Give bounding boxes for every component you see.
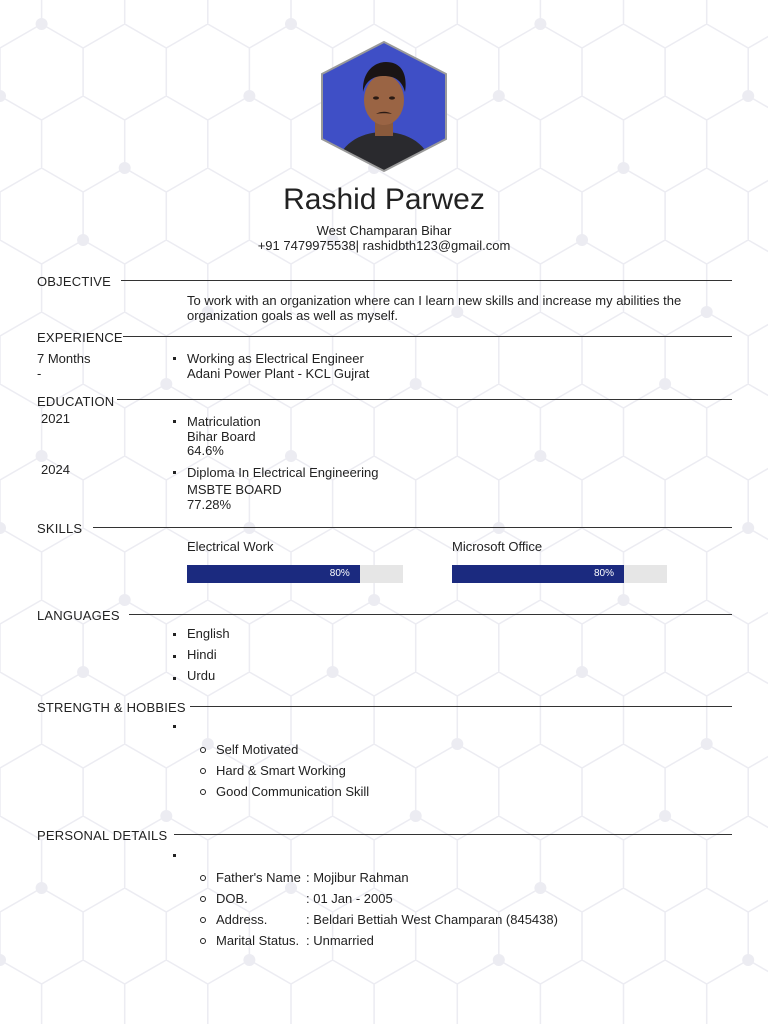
candidate-name: Rashid Parwez <box>283 183 485 216</box>
bullet <box>173 677 176 680</box>
hexagon-node-dot <box>659 378 671 390</box>
objective-heading: OBJECTIVE <box>37 274 112 289</box>
skill-percent-label: 80% <box>593 568 614 579</box>
hexagon-node-dot <box>493 522 505 534</box>
hexagon-node-dot <box>119 162 131 174</box>
hexagon-node-dot <box>0 90 6 102</box>
hexagon-node-dot <box>742 90 754 102</box>
hexagon-node-dot <box>742 954 754 966</box>
hexagon-node-dot <box>0 954 6 966</box>
hexagon-node-dot <box>493 90 505 102</box>
objective-line-2: organization goals as well as myself. <box>187 308 398 323</box>
language-item: Urdu <box>187 668 216 683</box>
education-degree: Matriculation <box>187 414 261 429</box>
hexagon-node-dot <box>368 594 380 606</box>
skills-divider <box>93 527 732 528</box>
circle-bullet <box>200 789 206 795</box>
experience-role: Working as Electrical Engineer <box>187 351 364 366</box>
hexagon-node-dot <box>618 162 630 174</box>
hexagon-node-dot <box>36 882 48 894</box>
personal-label: Father's Name <box>216 870 301 885</box>
education-year: 2024 <box>41 462 70 477</box>
hexagon-node-dot <box>493 954 505 966</box>
personal-heading: PERSONAL DETAILS <box>37 828 168 843</box>
strengths-divider <box>190 706 732 707</box>
hexagon-node-dot <box>410 378 422 390</box>
personal-divider <box>174 834 732 835</box>
education-divider <box>117 399 732 400</box>
hexagon-node-dot <box>410 810 422 822</box>
strengths-heading: STRENGTH & HOBBIES <box>37 700 186 715</box>
education-score: 64.6% <box>187 443 224 458</box>
education-board: Bihar Board <box>187 429 256 444</box>
hexagon-node-dot <box>119 594 131 606</box>
hexagon-node-dot <box>701 738 713 750</box>
hexagon-node-dot <box>742 522 754 534</box>
hexagon-node-dot <box>160 378 172 390</box>
hexagon-node-dot <box>327 666 339 678</box>
education-year: 2021 <box>41 411 70 426</box>
hexagon-node-dot <box>701 306 713 318</box>
skills-heading: SKILLS <box>37 521 83 536</box>
hexagon-node-dot <box>243 954 255 966</box>
personal-label: Address. <box>216 912 268 927</box>
experience-duration-dash: - <box>37 366 42 381</box>
personal-value: : Beldari Bettiah West Champaran (845438) <box>306 912 558 927</box>
personal-value: : Mojibur Rahman <box>306 870 409 885</box>
hexagon-node-dot <box>534 450 546 462</box>
bullet <box>173 854 176 857</box>
hexagon-node-dot <box>285 450 297 462</box>
hexagon-node-dot <box>160 810 172 822</box>
circle-bullet <box>200 747 206 753</box>
hexagon-node-dot <box>36 450 48 462</box>
personal-value: : Unmarried <box>306 933 374 948</box>
skill-percent-label: 80% <box>329 568 350 579</box>
experience-divider <box>123 336 732 337</box>
bullet <box>173 420 176 423</box>
circle-bullet <box>200 768 206 774</box>
skill-name: Electrical Work <box>187 539 274 554</box>
circle-bullet <box>200 875 206 881</box>
hexagon-node-dot <box>243 522 255 534</box>
language-item: Hindi <box>187 647 217 662</box>
bullet <box>173 655 176 658</box>
education-degree: Diploma In Electrical Engineering <box>187 465 379 480</box>
experience-heading: EXPERIENCE <box>37 330 123 345</box>
hexagon-node-dot <box>451 738 463 750</box>
education-board: MSBTE BOARD <box>187 482 282 497</box>
objective-line-1: To work with an organization where can I learn new skills and increase my abilities the <box>187 293 682 308</box>
circle-bullet <box>200 917 206 923</box>
circle-bullet <box>200 938 206 944</box>
hexagon-node-dot <box>576 666 588 678</box>
bullet <box>173 725 176 728</box>
strength-item: Self Motivated <box>216 742 299 757</box>
hexagon-node-dot <box>618 594 630 606</box>
hexagon-node-dot <box>659 810 671 822</box>
education-heading: EDUCATION <box>37 394 115 409</box>
personal-label: DOB. <box>216 891 248 906</box>
hexagon-node-dot <box>0 522 6 534</box>
skill-name: Microsoft Office <box>452 539 543 554</box>
experience-company: Adani Power Plant - KCL Gujrat <box>187 366 370 381</box>
personal-label: Marital Status. <box>216 933 300 948</box>
contact-info: +91 7479975538| rashidbth123@gmail.com <box>257 238 511 253</box>
circle-bullet <box>200 896 206 902</box>
strength-item: Good Communication Skill <box>216 784 370 799</box>
hexagon-node-dot <box>285 18 297 30</box>
strength-item: Hard & Smart Working <box>216 763 346 778</box>
location-text: West Champaran Bihar <box>316 223 452 238</box>
personal-value: : 01 Jan - 2005 <box>306 891 393 906</box>
skill-progress-fill <box>452 565 624 583</box>
objective-divider <box>121 280 732 281</box>
skill-progress-bar <box>452 565 667 583</box>
bullet <box>173 357 176 360</box>
bullet <box>173 471 176 474</box>
languages-heading: LANGUAGES <box>37 608 120 623</box>
languages-divider <box>129 614 732 615</box>
bullet <box>173 633 176 636</box>
education-score: 77.28% <box>187 497 232 512</box>
hexagon-node-dot <box>534 18 546 30</box>
hexagon-node-dot <box>534 882 546 894</box>
hexagon-node-dot <box>243 90 255 102</box>
profile-photo <box>320 40 448 173</box>
experience-duration: 7 Months <box>37 351 91 366</box>
skill-progress-bar <box>187 565 403 583</box>
language-item: English <box>187 626 230 641</box>
hexagon-node-dot <box>36 18 48 30</box>
hexagon-node-dot <box>77 666 89 678</box>
skill-progress-fill <box>187 565 360 583</box>
